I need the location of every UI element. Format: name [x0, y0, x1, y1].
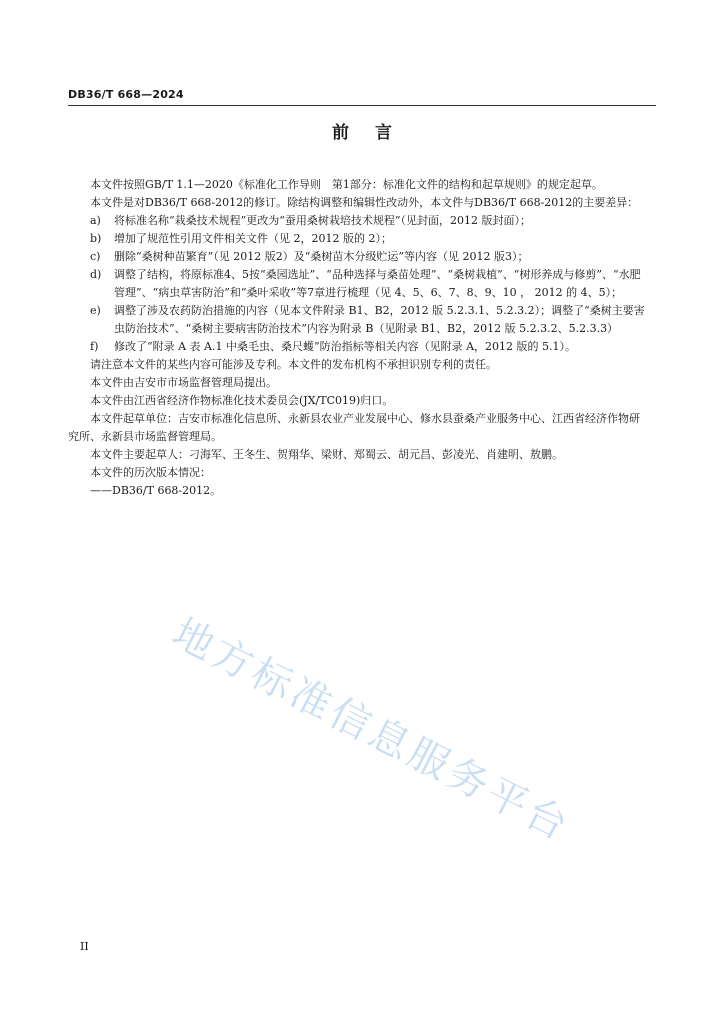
intro-paragraph: 本文件按照GB/T 1.1—2020《标准化工作导则 第1部分：标准化文件的结构和起草规则》的规定起草。: [90, 178, 603, 191]
list-item-text: 调整了结构，将原标准4、5按“桑园选址”、“品种选择与桑苗处理”、“桑树栽植”、“树形养成与修剪”、“水肥管理”、“病虫草害防治”和“桑叶采收”等7章进行梳理（见 4、5、6、7、8、9、10 ， 2012 的 4、5）；: [114, 268, 641, 299]
committee-statement: 本文件由江西省经济作物标准化技术委员会(JX/TC019)归口。: [90, 394, 394, 407]
list-item-label: f): [90, 340, 99, 353]
document-code: DB36/T 668—2024: [68, 88, 184, 101]
list-item: [68, 248, 646, 266]
list-item-text: 删除“桑树种苗繁育”（见 2012 版2）及“桑树苗木分级贮运”等内容（见 2012 版3）；: [114, 250, 529, 263]
list-item: [68, 302, 646, 338]
list-item-label: e): [90, 304, 101, 317]
list-item: [68, 230, 646, 248]
list-item: [68, 338, 646, 356]
page-number: II: [80, 940, 89, 953]
list-item-label: a): [90, 214, 101, 227]
list-item: [68, 212, 646, 230]
version-history-item: ——DB36/T 668-2012。: [90, 484, 222, 497]
list-item-label: d): [90, 268, 102, 281]
list-item-text: 增加了规范性引用文件相关文件（见 2，2012 版的 2）；: [114, 232, 392, 245]
list-item-label: b): [90, 232, 102, 245]
proposer-statement: 本文件由吉安市市场监督管理局提出。: [90, 376, 277, 389]
drafting-units: 本文件起草单位：吉安市标准化信息所、永新县农业产业发展中心、修水县蚕桑产业服务中心、江西省经济作物研究所、永新县市场监督管理局。: [68, 412, 640, 443]
header-rule: [68, 105, 656, 106]
intro-paragraph: 本文件是对DB36/T 668-2012的修订。除结构调整和编辑性改动外，本文件与DB36/T 668-2012的主要差异：: [90, 196, 639, 209]
list-item-text: 调整了涉及农药防治措施的内容（见本文件附录 B1、B2，2012 版 5.2.3.1、5.2.3.2）；调整了“桑树主要害虫防治技术”、“桑树主要病害防治技术”内容为附录 B（见附录 B1、B2，2012 版 5.2.3.2、5.2.3.3）: [114, 304, 645, 335]
page-title: 前言: [332, 123, 418, 143]
watermark: 地方标准信息服务平台: [165, 610, 578, 851]
list-item-text: 修改了“附录 A 表 A.1 中桑毛虫、桑尺蠖”防治指标等相关内容（见附录 A，2012 版的 5.1）。: [114, 340, 577, 353]
version-history-heading: 本文件的历次版本情况：: [90, 466, 211, 479]
list-item-label: c): [90, 250, 101, 263]
drafters: 本文件主要起草人：刁海军、王冬生、贺翔华、梁财、郑蜀云、胡元昌、彭凌光、肖建明、敖鹏。: [90, 448, 563, 461]
list-item-text: 将标准名称“栽桑技术规程”更改为“蚕用桑树栽培技术规程”（见封面，2012 版封面）；: [114, 214, 531, 227]
patent-notice: 请注意本文件的某些内容可能涉及专利。本文件的发布机构不承担识别专利的责任。: [90, 358, 497, 371]
list-item: [68, 266, 646, 302]
foreword-body: [68, 176, 646, 500]
